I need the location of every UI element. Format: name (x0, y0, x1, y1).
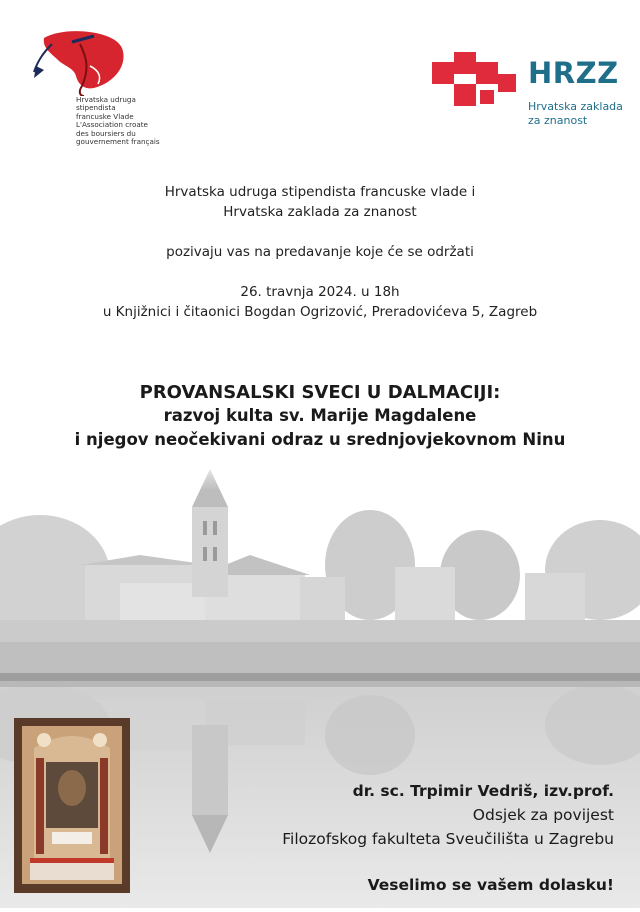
association-logo-text (76, 96, 160, 146)
speaker-name: dr. sc. Trpimir Vedriš, izv.prof. (352, 782, 614, 800)
org-line1: Hrvatska udruga stipendista francuske vlade i (164, 184, 476, 200)
hrzz-subtitle-line1: Hrvatska zaklada (528, 100, 623, 113)
logo-left-line: francuske Vlade (76, 111, 134, 121)
logo-left-line: gouvernement français (76, 137, 160, 147)
logo-left-line: stipendista (76, 103, 116, 113)
speaker-dept1: Odsjek za povijest (472, 806, 614, 824)
association-logo (24, 26, 164, 156)
lecture-subtitle1: razvoj kulta sv. Marije Magdalene (163, 406, 477, 425)
date-line: 26. travnja 2024. u 18h (240, 284, 400, 300)
lecture-subtitle2: i njegov neočekivani odraz u srednjovjekovnom Ninu (74, 430, 566, 449)
hrzz-logo (432, 48, 622, 128)
org-line2: Hrvatska zaklada za znanost (223, 204, 417, 220)
logo-left-line: L'Association croate (76, 120, 148, 130)
altar-painting-image (14, 718, 130, 893)
hrzz-wordmark: HRZZ (528, 56, 619, 90)
lecture-title: PROVANSALSKI SVECI U DALMACIJI: (139, 382, 501, 403)
marianne-silhouette-icon (24, 26, 134, 96)
altar-icon (14, 718, 130, 893)
logo-left-line: Hrvatska udruga (76, 95, 136, 104)
speaker-dept2: Filozofskog fakulteta Sveučilišta u Zagrebu (282, 830, 614, 848)
logo-left-line: des boursiers du (76, 128, 136, 138)
invite-line: pozivaju vas na predavanje koje će se održati (166, 244, 474, 260)
checkerboard-icon (432, 52, 524, 114)
hrzz-subtitle-line2: za znanost (528, 114, 588, 127)
closing-line: Veselimo se vašem dolasku! (367, 876, 614, 894)
venue-line: u Knjižnici i čitaonici Bogdan Ogrizović, Preradovićeva 5, Zagreb (102, 304, 538, 320)
